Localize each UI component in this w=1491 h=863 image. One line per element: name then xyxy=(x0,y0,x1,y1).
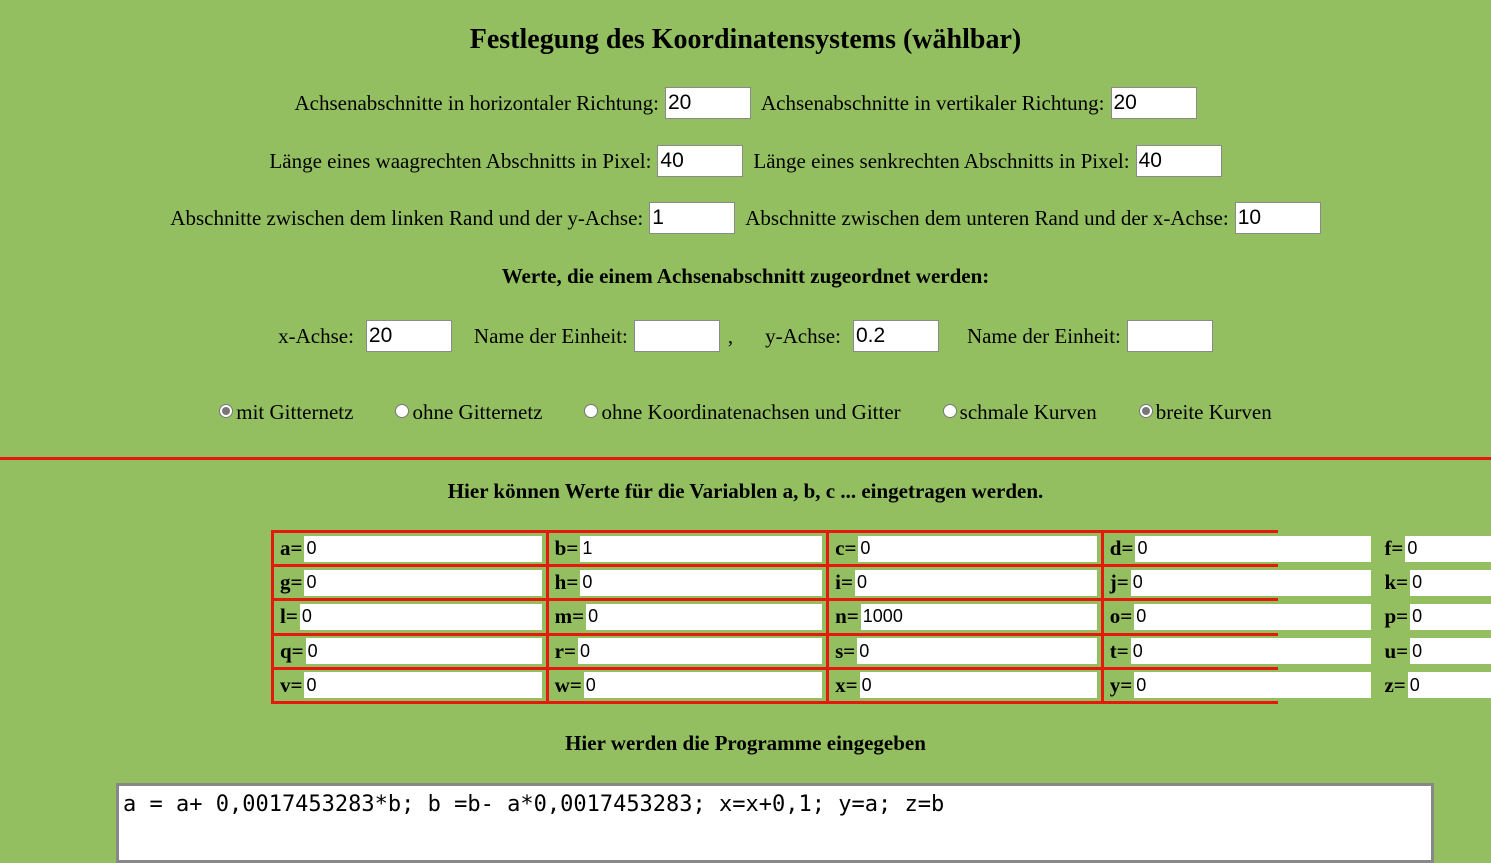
variable-cell xyxy=(549,670,826,701)
h-length-input[interactable] xyxy=(657,145,743,177)
y-axis-label: y-Achse: xyxy=(765,323,841,348)
variable-label: m= xyxy=(554,604,585,629)
variable-input[interactable] xyxy=(586,604,822,630)
units-heading: Werte, die einem Achsenabschnitt zugeordnet werden: xyxy=(501,264,990,288)
variable-input[interactable] xyxy=(1410,604,1491,630)
variable-input[interactable] xyxy=(1134,672,1371,698)
radio-no-grid-icon[interactable] xyxy=(395,404,409,418)
section-length-row xyxy=(0,145,1491,177)
variable-input[interactable] xyxy=(578,638,822,664)
variable-label: g= xyxy=(280,570,303,595)
h-sections-input[interactable] xyxy=(665,87,751,119)
variable-cell xyxy=(1378,636,1491,667)
y-axis-value-input[interactable] xyxy=(853,320,939,352)
option-thin-curves[interactable] xyxy=(943,400,1097,425)
variable-input[interactable] xyxy=(861,604,1097,630)
variable-cell xyxy=(1104,601,1376,632)
variable-cell xyxy=(1378,670,1491,701)
variable-cell xyxy=(274,670,546,701)
variable-label: r= xyxy=(554,638,576,663)
variable-input[interactable] xyxy=(1135,536,1371,562)
variable-input[interactable] xyxy=(304,570,541,596)
variable-cell xyxy=(829,636,1101,667)
variable-input[interactable] xyxy=(580,570,822,596)
variable-cell xyxy=(549,636,826,667)
program-editor[interactable] xyxy=(116,783,1434,863)
v-length-label: Länge eines senkrechten Abschnitts in Pixel: xyxy=(753,148,1130,173)
bottom-offset-label: Abschnitte zwischen dem unteren Rand und der x-Achse: xyxy=(745,205,1229,230)
section-count-row xyxy=(0,87,1491,119)
radio-grid-icon[interactable] xyxy=(219,404,233,418)
h-sections-label: Achsenabschnitte in horizontaler Richtung: xyxy=(294,90,659,115)
variable-label: p= xyxy=(1384,604,1409,629)
variables-heading: Hier können Werte für die Variablen a, b, c ... eingetragen werden. xyxy=(447,479,1044,503)
variable-input[interactable] xyxy=(860,672,1097,698)
program-heading: Hier werden die Programme eingegeben xyxy=(565,731,926,755)
bottom-offset-input[interactable] xyxy=(1235,202,1321,234)
display-options xyxy=(0,400,1491,425)
variable-cell xyxy=(274,636,546,667)
variable-input[interactable] xyxy=(855,570,1097,596)
variable-label: l= xyxy=(280,604,298,629)
radio-wide-curves-icon[interactable] xyxy=(1139,404,1153,418)
v-length-input[interactable] xyxy=(1136,145,1222,177)
variable-cell xyxy=(274,567,546,598)
option-grid-label: mit Gitternetz xyxy=(236,400,354,424)
variable-cell xyxy=(1378,601,1491,632)
variable-cell xyxy=(549,567,826,598)
variable-label: q= xyxy=(280,638,304,663)
variable-label: z= xyxy=(1384,672,1406,697)
variable-input[interactable] xyxy=(1134,604,1371,630)
variable-cell xyxy=(1104,533,1376,564)
variable-label: u= xyxy=(1384,638,1409,663)
variable-label: x= xyxy=(835,672,858,697)
variable-label: n= xyxy=(835,604,859,629)
variable-label: i= xyxy=(835,570,853,595)
page-title: Festlegung des Koordinatensystems (wählbar) xyxy=(469,24,1022,55)
variable-cell xyxy=(274,601,546,632)
variable-label: t= xyxy=(1109,638,1129,663)
variable-cell xyxy=(829,533,1101,564)
variable-input[interactable] xyxy=(304,672,541,698)
offset-row xyxy=(0,202,1491,234)
variable-label: f= xyxy=(1384,536,1404,561)
variable-label: c= xyxy=(835,536,857,561)
variable-label: j= xyxy=(1109,570,1129,595)
variable-input[interactable] xyxy=(1410,570,1491,596)
variable-label: h= xyxy=(554,570,579,595)
x-unit-input[interactable] xyxy=(634,320,720,352)
variable-label: w= xyxy=(554,672,582,697)
units-row xyxy=(0,320,1491,352)
variable-input[interactable] xyxy=(304,536,541,562)
option-no-grid[interactable] xyxy=(395,400,542,425)
variable-label: y= xyxy=(1109,672,1133,697)
radio-thin-curves-icon[interactable] xyxy=(943,404,957,418)
option-no-axes-label: ohne Koordinatenachsen und Gitter xyxy=(601,400,901,424)
variable-cell xyxy=(1104,636,1376,667)
variable-cell xyxy=(274,533,546,564)
variable-input[interactable] xyxy=(858,536,1096,562)
option-grid[interactable] xyxy=(219,400,353,425)
h-length-label: Länge eines waagrechten Abschnitts in Pixel: xyxy=(269,148,652,173)
option-no-axes[interactable] xyxy=(584,400,900,425)
y-unit-input[interactable] xyxy=(1127,320,1213,352)
variables-table xyxy=(271,530,1409,704)
option-wide-curves[interactable] xyxy=(1139,400,1272,425)
section-divider xyxy=(0,457,1491,460)
variable-cell xyxy=(1378,567,1491,598)
units-separator: , xyxy=(727,323,734,348)
variable-input[interactable] xyxy=(1405,536,1491,562)
variable-label: s= xyxy=(835,638,856,663)
v-sections-label: Achsenabschnitte in vertikaler Richtung: xyxy=(761,90,1105,115)
left-offset-input[interactable] xyxy=(649,202,735,234)
variable-cell xyxy=(829,567,1101,598)
option-no-grid-label: ohne Gitternetz xyxy=(412,400,543,424)
variable-input[interactable] xyxy=(857,638,1097,664)
radio-no-axes-icon[interactable] xyxy=(584,404,598,418)
x-unit-label: Name der Einheit: xyxy=(473,323,628,348)
variable-input[interactable] xyxy=(1131,570,1372,596)
x-axis-value-input[interactable] xyxy=(366,320,452,352)
variable-input[interactable] xyxy=(1131,638,1372,664)
variable-input[interactable] xyxy=(300,604,542,630)
variable-label: b= xyxy=(554,536,579,561)
variable-cell xyxy=(1104,670,1376,701)
y-unit-label: Name der Einheit: xyxy=(966,323,1121,348)
variable-cell xyxy=(829,670,1101,701)
variable-label: k= xyxy=(1384,570,1409,595)
option-wide-curves-label: breite Kurven xyxy=(1155,400,1272,424)
variable-input[interactable] xyxy=(1408,672,1491,698)
variable-cell xyxy=(829,601,1101,632)
variable-input[interactable] xyxy=(580,536,822,562)
variable-label: a= xyxy=(280,536,303,561)
variable-input[interactable] xyxy=(584,672,822,698)
x-axis-label: x-Achse: xyxy=(278,323,354,348)
variable-cell xyxy=(1104,567,1376,598)
v-sections-input[interactable] xyxy=(1111,87,1197,119)
variable-input[interactable] xyxy=(306,638,542,664)
variable-cell xyxy=(549,601,826,632)
option-thin-curves-label: schmale Kurven xyxy=(959,400,1097,424)
variable-label: d= xyxy=(1109,536,1134,561)
variable-cell xyxy=(1378,533,1491,564)
left-offset-label: Abschnitte zwischen dem linken Rand und der y-Achse: xyxy=(170,205,644,230)
variable-input[interactable] xyxy=(1410,638,1491,664)
variable-cell xyxy=(549,533,826,564)
variable-label: o= xyxy=(1109,604,1133,629)
variable-label: v= xyxy=(280,672,303,697)
